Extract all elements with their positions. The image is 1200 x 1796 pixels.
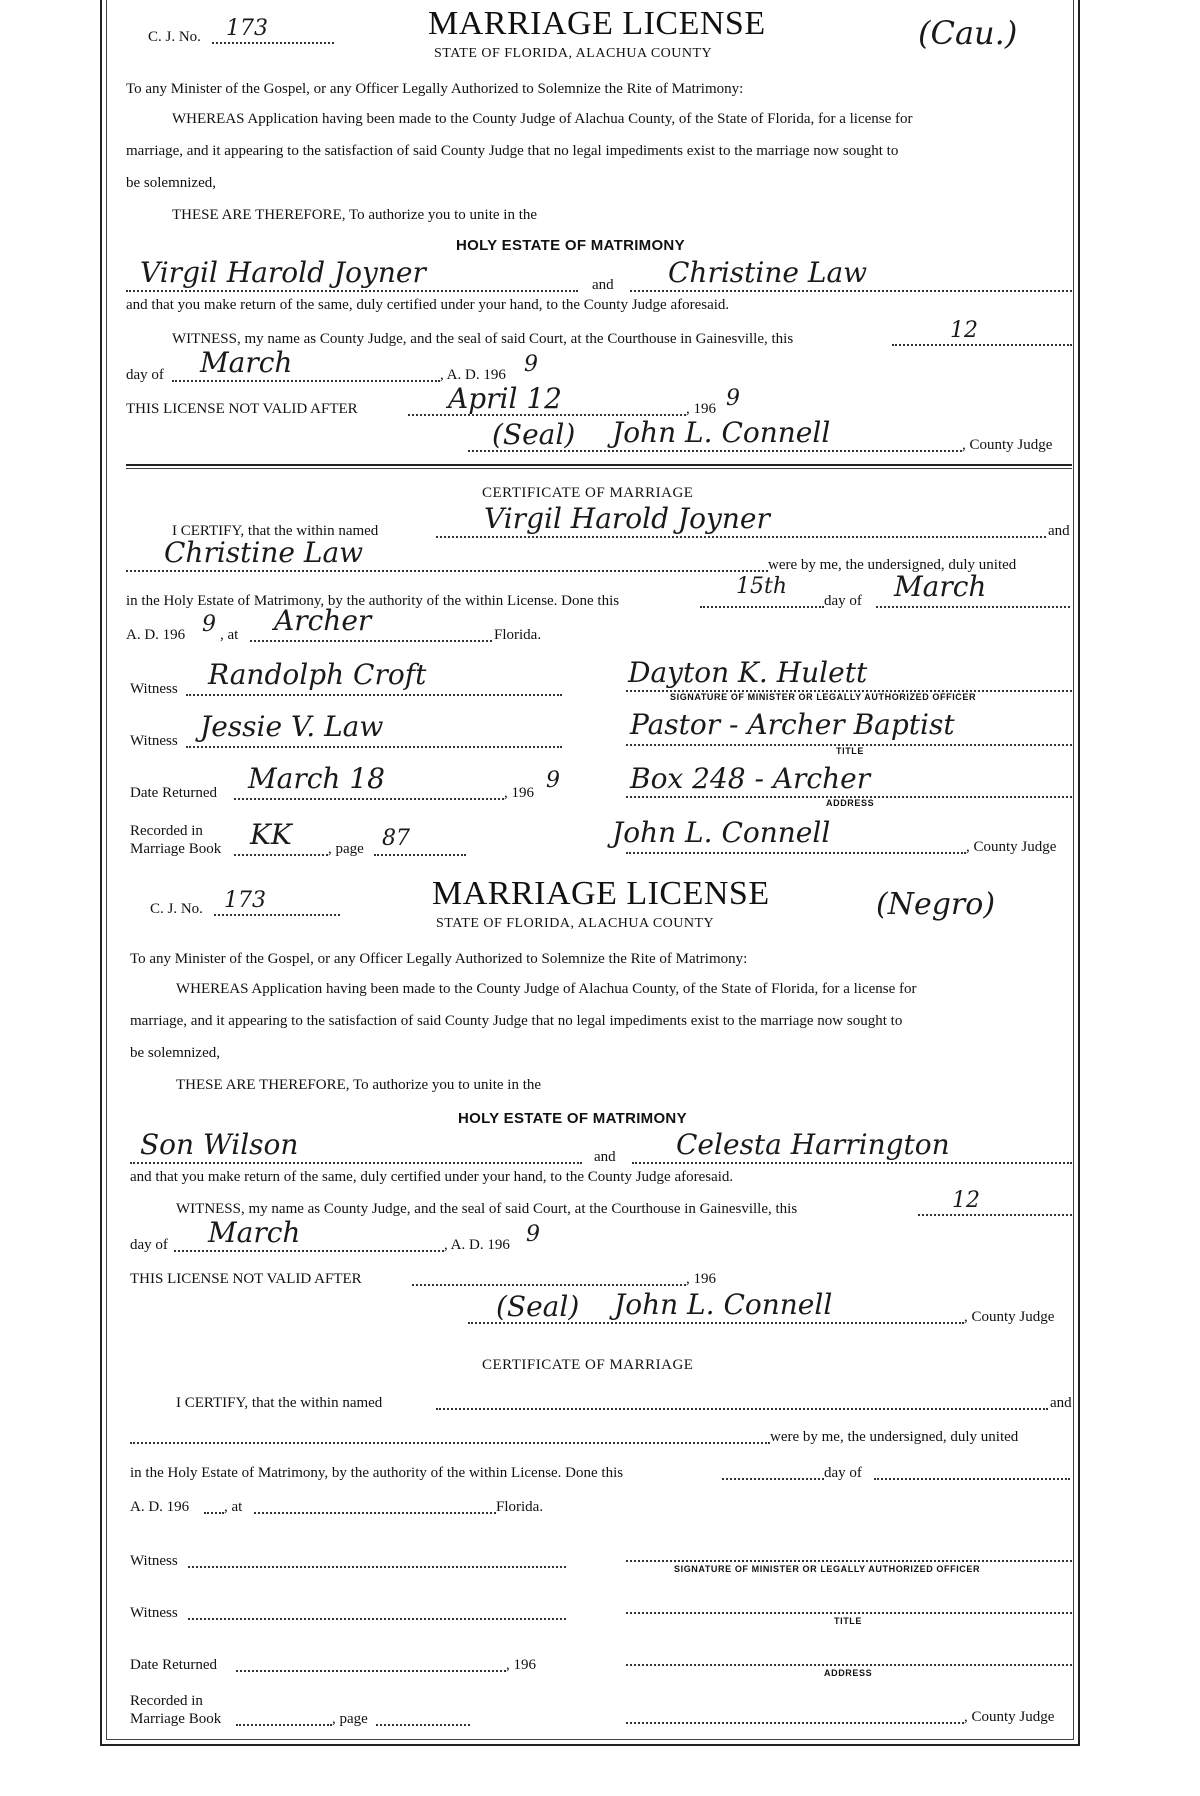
florida-label: Florida. — [494, 627, 542, 643]
ad-label: , A. D. 196 — [440, 367, 506, 383]
whereas-line-2: marriage, and it appearing to the satisfaction of said County Judge that no legal impediments exist to the marriage now sought to — [126, 143, 899, 159]
certificate-title: CERTIFICATE OF MARRIAGE — [482, 1357, 694, 1373]
place: Archer — [274, 604, 372, 637]
seal-mark: (Seal) — [496, 1290, 580, 1323]
done-day-line — [700, 606, 824, 608]
cert-and-label: and — [1048, 523, 1070, 539]
margin-note: (Cau.) — [918, 14, 1018, 52]
date-returned-line — [236, 1670, 506, 1672]
holy-estate-line: in the Holy Estate of Matrimony, by the authority of the within License. Done this — [130, 1465, 624, 1481]
minister-signature-line — [626, 1560, 1072, 1562]
cj-label: C. J. No. — [150, 901, 203, 917]
done-day-line — [722, 1478, 824, 1480]
at-label: , at — [220, 627, 239, 643]
bride-name: Celesta Harrington — [676, 1128, 950, 1161]
section-divider-thin — [126, 468, 1072, 469]
groom-name: Son Wilson — [140, 1128, 299, 1161]
month: March — [200, 346, 293, 379]
address-caption: ADDRESS — [824, 1668, 873, 1678]
holy-estate-heading: HOLY ESTATE OF MATRIMONY — [456, 237, 685, 254]
not-valid-label: THIS LICENSE NOT VALID AFTER — [130, 1271, 362, 1287]
month-line — [172, 380, 440, 382]
minister-caption: SIGNATURE OF MINISTER OR LEGALLY AUTHORIZED OFFICER — [670, 692, 977, 702]
month: March — [208, 1216, 301, 1249]
date-returned-line — [234, 798, 504, 800]
whereas-line-2: marriage, and it appearing to the satisfaction of said County Judge that no legal impediments exist to the marriage now sought to — [130, 1013, 903, 1029]
bride-line — [630, 290, 1072, 292]
date-returned-value: March 18 — [248, 762, 385, 795]
ad-line-label: A. D. 196 — [126, 627, 186, 643]
cert-groom-line — [436, 1408, 1048, 1410]
cert-bride-name: Christine Law — [164, 536, 364, 569]
cert-groom-line — [436, 536, 1046, 538]
bride-name: Christine Law — [668, 256, 868, 289]
section-divider — [126, 464, 1072, 466]
witness-day-line — [918, 1214, 1072, 1216]
whereas-line-3: be solemnized, — [130, 1045, 220, 1061]
done-day: 15th — [736, 574, 788, 599]
address-line — [626, 1664, 1072, 1666]
license-title: MARRIAGE LICENSE — [428, 5, 766, 42]
book-line — [234, 854, 328, 856]
witness-2-label: Witness — [130, 1605, 178, 1621]
year-digit: 9 — [526, 1222, 540, 1247]
holy-estate-heading: HOLY ESTATE OF MATRIMONY — [458, 1110, 687, 1127]
day-of-label-2: day of — [824, 1465, 862, 1481]
recorded-in-label: Recorded in — [130, 1693, 203, 1709]
cj-number: 173 — [224, 888, 266, 913]
were-united-label: were by me, the undersigned, duly united — [768, 557, 1017, 573]
marriage-book-label: Marriage Book — [130, 1711, 222, 1727]
cj-label: C. J. No. — [148, 29, 201, 45]
recorder-signature-line — [626, 1722, 964, 1724]
therefore-line: THESE ARE THEREFORE, To authorize you to unite in the — [172, 207, 538, 223]
judge-signature: John L. Connell — [612, 416, 831, 449]
done-month: March — [894, 570, 987, 603]
not-valid-date-line — [412, 1284, 686, 1286]
not-valid-year-label: , 196 — [686, 401, 716, 417]
address-line: To any Minister of the Gospel, or any Officer Legally Authorized to Solemnize the Rite of Matrimony: — [126, 81, 744, 97]
title-caption: TITLE — [834, 1616, 862, 1626]
license-title: MARRIAGE LICENSE — [432, 875, 770, 912]
month-line — [174, 1250, 444, 1252]
witness-day: 12 — [952, 1188, 980, 1213]
whereas-line-1: WHEREAS Application having been made to the County Judge of Alachua County, of the State of Florida, for a license for — [176, 981, 917, 997]
cert-bride-line — [130, 1442, 770, 1444]
county-judge-label: , County Judge — [962, 437, 1053, 453]
whereas-line-1: WHEREAS Application having been made to the County Judge of Alachua County, of the State of Florida, for a license for — [172, 111, 913, 127]
returned-year-digit: 9 — [546, 768, 560, 793]
certify-label: I CERTIFY, that the within named — [172, 523, 379, 539]
not-valid-label: THIS LICENSE NOT VALID AFTER — [126, 401, 358, 417]
day-of-label-2: day of — [824, 593, 862, 609]
judge-signature: John L. Connell — [614, 1288, 833, 1321]
county-judge-label-2: , County Judge — [964, 1709, 1055, 1725]
cert-groom-name: Virgil Harold Joyner — [484, 502, 770, 535]
at-label: , at — [224, 1499, 243, 1515]
witness-day-line — [892, 344, 1072, 346]
witness-1-label: Witness — [130, 1553, 178, 1569]
page-label: , page — [332, 1711, 368, 1727]
cert-and-label: and — [1050, 1395, 1072, 1411]
witness-1-line — [186, 694, 562, 696]
witness-2-line — [186, 746, 562, 748]
recorder-signature-line — [626, 852, 966, 854]
place-line — [254, 1512, 496, 1514]
whereas-line-3: be solemnized, — [126, 175, 216, 191]
returned-year-label: , 196 — [504, 785, 534, 801]
bride-line — [632, 1162, 1072, 1164]
and-label: and — [594, 1149, 616, 1165]
title-value: Pastor - Archer Baptist — [630, 708, 955, 741]
not-valid-date: April 12 — [448, 382, 562, 415]
not-valid-year-label: , 196 — [686, 1271, 716, 1287]
year-digit: 9 — [524, 352, 538, 377]
florida-label: Florida. — [496, 1499, 544, 1515]
witness-1-label: Witness — [130, 681, 178, 697]
address-value: Box 248 - Archer — [630, 762, 871, 795]
ad-label: , A. D. 196 — [444, 1237, 510, 1253]
witness-2-signature: Jessie V. Law — [200, 710, 384, 743]
not-valid-year-digit: 9 — [726, 386, 740, 411]
ad-line-label: A. D. 196 — [130, 1499, 190, 1515]
ad-digit: 9 — [202, 612, 216, 637]
cj-number: 173 — [226, 16, 268, 41]
marriage-book-label: Marriage Book — [130, 841, 222, 857]
groom-line — [126, 290, 578, 292]
done-month-line — [876, 606, 1070, 608]
done-month-line — [874, 1478, 1070, 1480]
seal-mark: (Seal) — [492, 418, 576, 451]
were-united-label: were by me, the undersigned, duly united — [770, 1429, 1019, 1445]
book-line — [236, 1724, 332, 1726]
margin-note: (Negro) — [876, 887, 996, 922]
title-caption: TITLE — [836, 746, 864, 756]
therefore-line: THESE ARE THEREFORE, To authorize you to unite in the — [176, 1077, 542, 1093]
groom-line — [130, 1162, 582, 1164]
address-caption: ADDRESS — [826, 798, 875, 808]
and-label: and — [592, 277, 614, 293]
license-subtitle: STATE OF FLORIDA, ALACHUA COUNTY — [434, 46, 713, 61]
day-of-label: day of — [130, 1237, 168, 1253]
witness-clause: WITNESS, my name as County Judge, and the seal of said Court, at the Courthouse in Gainesville, this — [172, 331, 794, 347]
county-judge-label: , County Judge — [964, 1309, 1055, 1325]
recorded-in-label: Recorded in — [130, 823, 203, 839]
witness-2-line — [188, 1618, 566, 1620]
witness-1-signature: Randolph Croft — [208, 658, 427, 691]
date-returned-label: Date Returned — [130, 785, 218, 801]
page-line — [376, 1724, 470, 1726]
book-value: KK — [250, 818, 292, 851]
title-line — [626, 1612, 1072, 1614]
witness-clause: WITNESS, my name as County Judge, and the seal of said Court, at the Courthouse in Gainesville, this — [176, 1201, 798, 1217]
license-subtitle: STATE OF FLORIDA, ALACHUA COUNTY — [436, 916, 715, 931]
minister-caption: SIGNATURE OF MINISTER OR LEGALLY AUTHORIZED OFFICER — [674, 1564, 981, 1574]
cert-bride-line — [126, 570, 768, 572]
certificate-title: CERTIFICATE OF MARRIAGE — [482, 485, 694, 501]
witness-day: 12 — [950, 318, 978, 343]
page-value: 87 — [382, 826, 410, 851]
page-line — [374, 854, 466, 856]
return-line: and that you make return of the same, duly certified under your hand, to the County Judge aforesaid. — [130, 1169, 734, 1185]
witness-1-line — [188, 1566, 566, 1568]
returned-year-label: , 196 — [506, 1657, 536, 1673]
page-label: , page — [328, 841, 364, 857]
day-of-label: day of — [126, 367, 164, 383]
place-line — [250, 640, 492, 642]
minister-signature: Dayton K. Hulett — [628, 656, 868, 689]
ad-digit-line — [204, 1512, 224, 1514]
return-line: and that you make return of the same, duly certified under your hand, to the County Judge aforesaid. — [126, 297, 730, 313]
witness-2-label: Witness — [130, 733, 178, 749]
county-judge-label-2: , County Judge — [966, 839, 1057, 855]
date-returned-label: Date Returned — [130, 1657, 218, 1673]
groom-name: Virgil Harold Joyner — [140, 256, 426, 289]
address-line: To any Minister of the Gospel, or any Officer Legally Authorized to Solemnize the Rite of Matrimony: — [130, 951, 748, 967]
holy-estate-line: in the Holy Estate of Matrimony, by the authority of the within License. Done this — [126, 593, 620, 609]
recorder-signature: John L. Connell — [612, 816, 831, 849]
certify-label: I CERTIFY, that the within named — [176, 1395, 383, 1411]
